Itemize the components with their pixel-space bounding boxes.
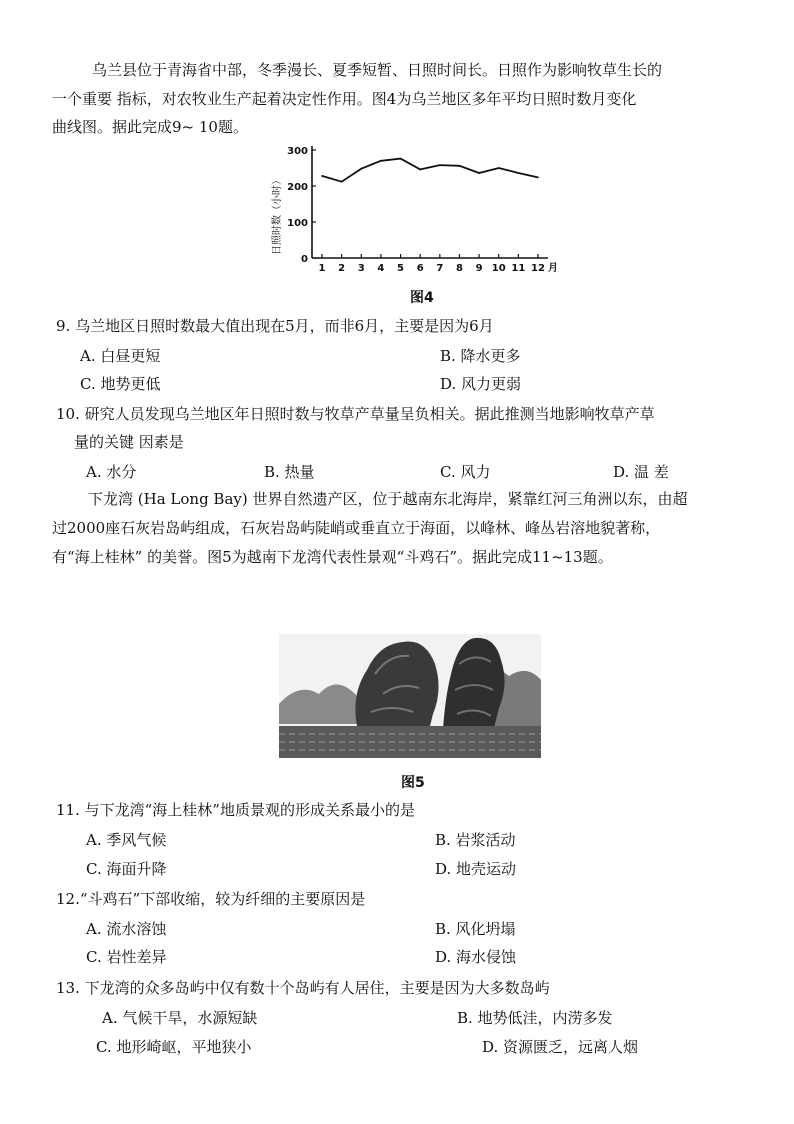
- data-point: [518, 172, 520, 174]
- q12-stem: 12.“斗鸡石”下部收缩，较为纤细的主要原因是: [56, 890, 366, 908]
- x-tick-label: 5: [397, 263, 405, 274]
- x-tick-label: 8: [455, 263, 463, 274]
- x-tick-label: 6: [416, 263, 424, 274]
- data-point: [321, 175, 323, 177]
- q12-option-c[interactable]: C. 岩性差异: [86, 948, 167, 966]
- q9-option-b[interactable]: B. 降水更多: [440, 347, 521, 365]
- q13-stem: 13. 下龙湾的众多岛屿中仅有数十个岛屿有人居住，主要是因为大多数岛屿: [56, 979, 550, 997]
- q13-option-a[interactable]: A. 气候干旱，水源短缺: [102, 1009, 258, 1027]
- q9-stem: 9. 乌兰地区日照时数最大值出现在5月，而非6月，主要是因为6月: [56, 317, 494, 335]
- data-point: [360, 168, 362, 170]
- q10-option-a[interactable]: A. 水分: [86, 463, 137, 481]
- intro1-line1: 乌兰县位于青海省中部，冬季漫长、夏季短暂、日照时间长。日照作为影响牧草生长的: [92, 61, 663, 79]
- data-point: [419, 169, 421, 171]
- data-point: [478, 172, 480, 174]
- q10-option-c[interactable]: C. 风力: [440, 463, 491, 481]
- intro2-line1: 下龙湾 (Ha Long Bay) 世界自然遗产区，位于越南东北海岸，紧靠红河三角洲以东，由超: [88, 490, 688, 508]
- x-tick-label: 2: [338, 263, 346, 274]
- y-axis-label: 日照时数（小时）: [272, 175, 283, 255]
- q10-option-d[interactable]: D. 温 差: [613, 463, 669, 481]
- data-point: [498, 167, 500, 169]
- x-tick-label: 10: [491, 263, 506, 274]
- intro2-line3: 有“海上桂林” 的美誉。图5为越南下龙湾代表性景观“斗鸡石”。据此完成11~13题。: [52, 548, 613, 566]
- intro1-line3: 曲线图。据此完成9~ 10题。: [52, 118, 248, 136]
- q12-option-a[interactable]: A. 流水溶蚀: [86, 920, 167, 938]
- data-point: [439, 164, 441, 166]
- data-point: [380, 160, 382, 162]
- data-point: [537, 177, 539, 179]
- q13-option-d[interactable]: D. 资源匮乏，远离人烟: [482, 1038, 639, 1056]
- sunshine-line-chart: [268, 140, 568, 278]
- q11-option-b[interactable]: B. 岩浆活动: [435, 831, 516, 849]
- halong-bay-photo: [279, 634, 541, 758]
- q12-option-b[interactable]: B. 风化坍塌: [435, 920, 516, 938]
- y-tick-label: 100: [287, 218, 308, 229]
- x-tick-label: 9: [475, 263, 483, 274]
- q12-option-d[interactable]: D. 海水侵蚀: [435, 948, 517, 966]
- x-axis-unit: 月: [548, 263, 558, 274]
- x-tick-label: 4: [377, 263, 385, 274]
- x-tick-label: 11: [511, 263, 526, 274]
- data-point: [341, 181, 343, 183]
- data-point: [459, 165, 461, 167]
- q13-option-b[interactable]: B. 地势低洼，内涝多发: [457, 1009, 613, 1027]
- sunshine-series-line: [322, 159, 538, 182]
- q11-stem: 11. 与下龙湾“海上桂林”地质景观的形成关系最小的是: [56, 801, 415, 819]
- q10-option-b[interactable]: B. 热量: [264, 463, 315, 481]
- figure4-caption: 图4: [410, 290, 434, 306]
- x-tick-label: 3: [357, 263, 365, 274]
- q11-option-a[interactable]: A. 季风气候: [86, 831, 167, 849]
- intro2-line2: 过2000座石灰岩岛屿组成，石灰岩岛屿陡峭或垂直立于海面，以峰林、峰丛岩溶地貌著称，: [52, 519, 661, 537]
- q9-option-d[interactable]: D. 风力更弱: [440, 375, 522, 393]
- y-tick-label: 200: [287, 182, 308, 193]
- intro1-line2: 一个重要 指标，对农牧业生产起着决定性作用。图4为乌兰地区多年平均日照时数月变化: [52, 90, 637, 108]
- q9-option-c[interactable]: C. 地势更低: [80, 375, 161, 393]
- q10-stem-line1: 10. 研究人员发现乌兰地区年日照时数与牧草产草量呈负相关。据此推测当地影响牧草产草: [56, 405, 655, 423]
- data-point: [400, 158, 402, 160]
- q11-option-d[interactable]: D. 地壳运动: [435, 860, 517, 878]
- y-tick-label: 300: [287, 146, 308, 157]
- y-tick-label: 0: [301, 254, 308, 265]
- x-tick-label: 1: [318, 263, 326, 274]
- x-tick-label: 12: [531, 263, 545, 274]
- q11-option-c[interactable]: C. 海面升降: [86, 860, 167, 878]
- figure5-caption: 图5: [401, 775, 425, 791]
- q10-stem-line2: 量的关键 因素是: [74, 433, 184, 451]
- q9-option-a[interactable]: A. 白昼更短: [80, 347, 161, 365]
- x-tick-label: 7: [436, 263, 444, 274]
- q13-option-c[interactable]: C. 地形崎岖，平地狭小: [96, 1038, 252, 1056]
